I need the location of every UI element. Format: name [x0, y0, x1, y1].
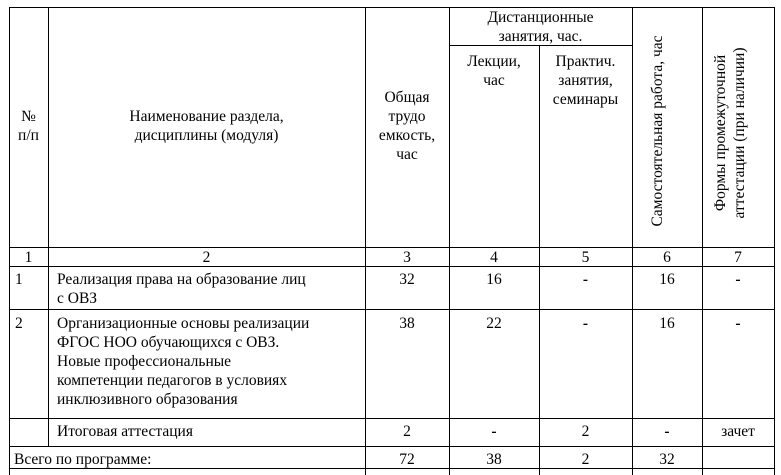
row-lectures: -: [491, 423, 497, 440]
header-name: [48, 107, 365, 145]
header-num-line: п/п: [18, 127, 39, 144]
row-name-line: Реализация права на образование лиц: [57, 271, 306, 288]
header-num: [9, 107, 48, 145]
row-selfwork: 16: [659, 315, 675, 332]
total-selfwork: 32: [659, 451, 675, 468]
header-practice-line: семинары: [552, 91, 619, 108]
row-name-line: ФГОС НОО обучающихся с ОВЗ.: [57, 334, 280, 351]
row-name: [57, 314, 309, 409]
col-number: 3: [403, 249, 411, 266]
header-practice-line: Практич.: [555, 53, 616, 70]
table-divider: [9, 446, 774, 447]
row-practice: 2: [581, 423, 590, 440]
header-lectures: [449, 52, 539, 90]
table-divider: [9, 309, 774, 310]
header-total-line: Общая: [384, 89, 430, 106]
col-number: 6: [663, 249, 671, 266]
total-total: 72: [399, 451, 415, 468]
total-practice: 2: [581, 451, 590, 468]
table-border-top: [9, 7, 774, 8]
col-number: 1: [24, 249, 33, 266]
header-practice: [539, 52, 632, 109]
row-name-line: Новые профессиональные: [57, 353, 232, 370]
row-practice: -: [582, 315, 589, 332]
header-distance-line: занятия, час.: [498, 28, 583, 45]
header-num-line: №: [21, 108, 36, 125]
header-total-line: емкость,: [378, 127, 436, 144]
header-selfwork: Самостоятельная работа, час: [649, 35, 666, 227]
header-total-line: трудо: [388, 108, 426, 125]
row-selfwork: -: [664, 423, 670, 440]
col-number: 7: [734, 249, 742, 266]
row-name-line: Итоговая аттестация: [57, 423, 193, 440]
row-name-line: Организационные основы реализации: [57, 315, 310, 332]
col-number: 5: [581, 249, 590, 266]
table-divider: [9, 418, 774, 419]
col-number: 4: [490, 249, 498, 266]
table-border-left: [9, 7, 10, 475]
row-num: 1: [15, 271, 23, 288]
row-name-line: компетенции педагогов в условиях: [57, 372, 288, 389]
total-label: Всего по программе:: [14, 451, 152, 468]
total-lectures: 38: [486, 451, 502, 468]
row-total: 32: [399, 271, 415, 288]
header-forms-line: аттестации (при наличии): [731, 47, 748, 219]
row-forms: зачет: [721, 423, 755, 440]
row-num: 2: [15, 315, 23, 332]
row-name-line: с ОВЗ: [57, 290, 98, 307]
table-border-right: [774, 7, 775, 475]
table-divider: [365, 7, 366, 475]
table-divider: [632, 7, 633, 475]
header-lectures-line: час: [483, 72, 505, 89]
header-forms: [711, 22, 749, 244]
header-distance-line: Дистанционные: [487, 9, 594, 26]
row-total: 38: [399, 315, 415, 332]
row-lectures: 16: [486, 271, 502, 288]
table-divider: [702, 7, 703, 475]
header-lectures-line: Лекции,: [467, 53, 521, 70]
table-divider: [48, 7, 49, 446]
row-name: [57, 422, 193, 441]
row-lectures: 22: [486, 315, 502, 332]
header-total-line: час: [396, 146, 418, 163]
row-practice: -: [582, 271, 589, 288]
header-distance: [449, 8, 632, 46]
header-name-line: Наименование раздела,: [129, 108, 284, 125]
row-name-line: инклюзивного образования: [57, 391, 238, 408]
row-total: 2: [403, 423, 411, 440]
header-name-line: дисциплины (модуля): [134, 127, 279, 144]
header-forms-line: Формы промежуточной: [712, 54, 729, 212]
row-forms: -: [735, 315, 741, 332]
row-forms: -: [735, 271, 741, 288]
row-name: [57, 270, 306, 308]
header-total: [365, 88, 449, 164]
col-number: 2: [202, 249, 211, 266]
row-selfwork: 16: [659, 271, 675, 288]
header-practice-line: занятия,: [558, 72, 613, 89]
